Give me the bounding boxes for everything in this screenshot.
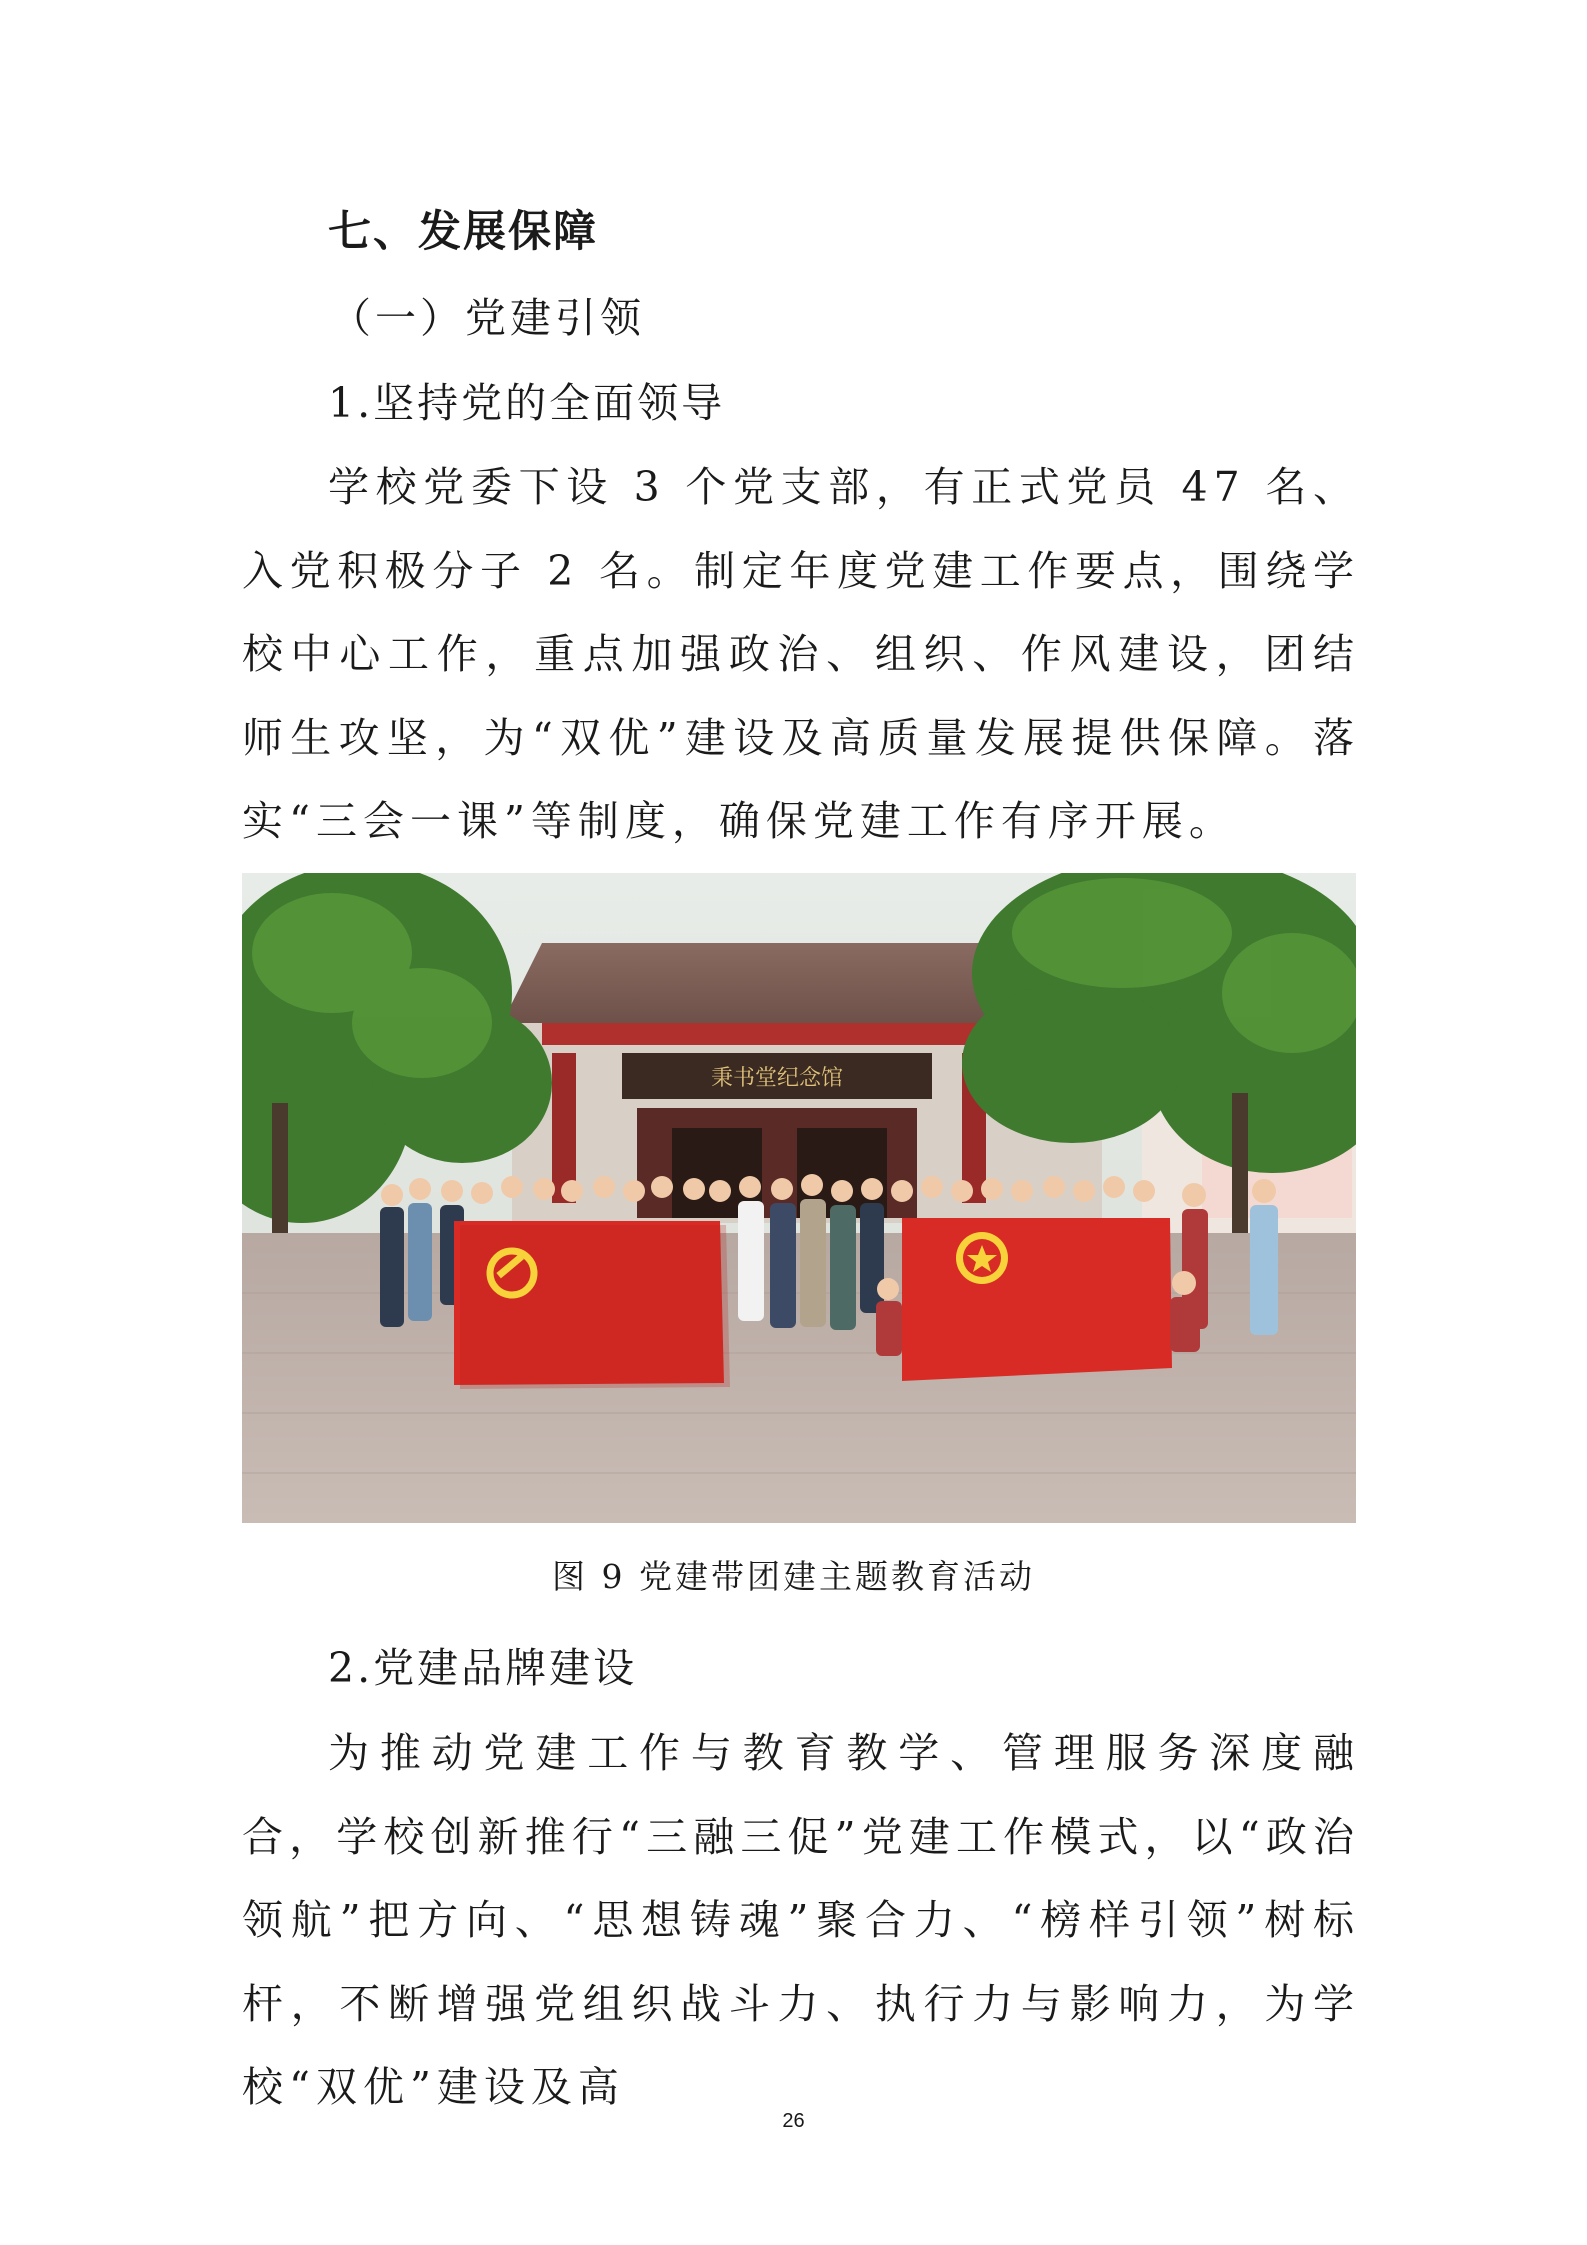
party-flag bbox=[454, 1221, 730, 1389]
photo-party-activity bbox=[242, 873, 1356, 1523]
subsection-title: （一）党建引领 bbox=[330, 294, 645, 342]
figure-caption: 图 9 党建带团建主题教育活动 bbox=[552, 1557, 1035, 1596]
youth-league-flag bbox=[902, 1218, 1172, 1381]
page-number: 26 bbox=[782, 2110, 805, 2132]
item2-title: 2.党建品牌建设 bbox=[328, 1644, 638, 1692]
paragraph-2: 为推动党建工作与教育教学、管理服务深度融合，学校创新推行“三融三促”党建工作模式，以“政治领航”把方向、“思想铸魂”聚合力、“榜样引领”树标杆，不断增强党组织战斗力、执行力与影响力，为学校“双优”建设及高 bbox=[242, 1729, 1360, 2111]
section-title: 七、发展保障 bbox=[328, 207, 598, 257]
memorial-sign: 秉书堂纪念馆 bbox=[710, 1066, 844, 1091]
item1-title: 1.坚持党的全面领导 bbox=[328, 379, 726, 427]
paragraph-1: 学校党委下设 3 个党支部，有正式党员 47 名、入党积极分子 2 名。制定年度党建工作要点，围绕学校中心工作，重点加强政治、组织、作风建设，团结师生攻坚，为“双优”建设及高质量发展提供保障。落实“三会一课”等制度，确保党建工作有序开展。 bbox=[242, 463, 1360, 845]
